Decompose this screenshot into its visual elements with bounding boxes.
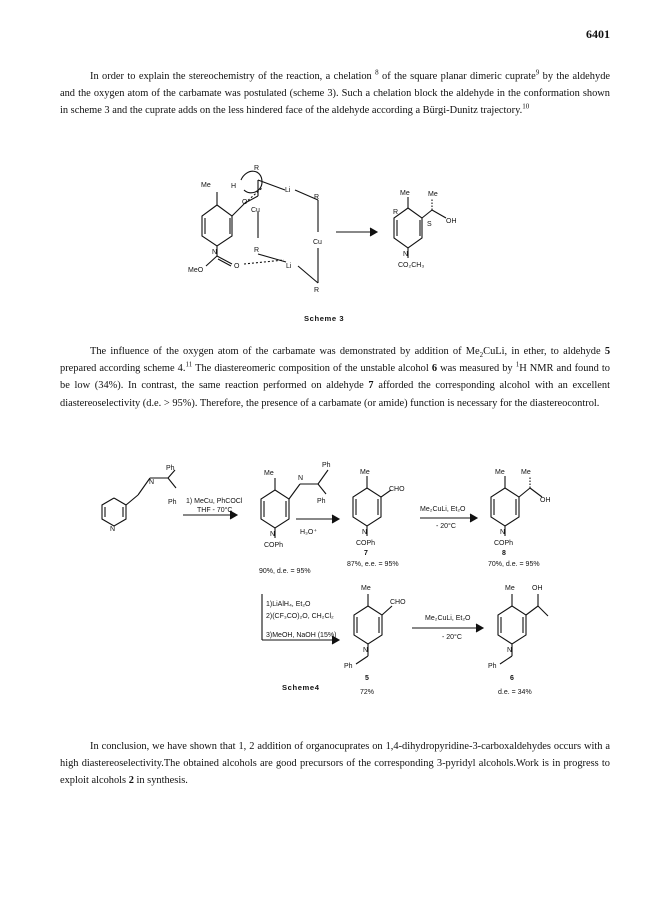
scheme4-step1-conditions: THF - 70°C — [197, 507, 233, 514]
scheme4-c5-me: Me — [361, 585, 371, 592]
scheme4-c7-yield: 87%, e.e. = 95% — [347, 561, 399, 568]
scheme4-temp2: - 20°C — [442, 634, 462, 641]
scheme4-cuprate1: Me₂CuLi, Et₂O — [420, 506, 466, 513]
scheme4-c6-ph: Ph — [488, 663, 497, 670]
scheme3-product-co2ch3: CO₂CH₃ — [398, 262, 425, 269]
scheme4-c8-oh: OH — [540, 497, 551, 504]
scheme4-c7-me: Me — [360, 469, 370, 476]
scheme4-c8-me2: Me — [521, 469, 531, 476]
scheme4-sm-ph1: Ph — [166, 465, 175, 472]
scheme4-c8-yield: 70%, d.e. = 95% — [488, 561, 540, 568]
scheme3-o-bottom: O — [234, 263, 240, 270]
scheme4-c8-n: N — [500, 529, 506, 536]
scheme4-sm-n2: N — [110, 526, 116, 533]
scheme4-sm-n1: N — [149, 479, 155, 486]
scheme4-sm-ph2: Ph — [168, 499, 177, 506]
paragraph-conclusion: In conclusion, we have shown that 1, 2 addition of organocuprates on 1,4-dihydropyridine-3-carboxaldehydes occurs with a high diastereoselectivity.The obtained alcohols are good precursors of the corresponding 3-pyridyl alcohols.Work is in progress to exploit alcohols 2 in synthesis. — [60, 741, 610, 787]
scheme4-c5-yield: 72% — [360, 689, 375, 696]
scheme3-meo-label: MeO — [188, 267, 204, 274]
paragraph-stereochemistry: In order to explain the stereochemistry of the reaction, a chelation $^8$ of the square planar dimeric cuprate$^9$ by the aldehyde and the oxygen atom of the carbamate was postulated (scheme 3). Such a chelation block the aldehyde in the conformation shown in scheme 3 and the cuprate adds on the less hindered face of the aldehyde according a Bürgi-Dunitz trajectory.$^{10}$ — [60, 68, 610, 117]
scheme4-c5-n: N — [363, 647, 369, 654]
scheme-3-caption: Scheme 3 — [304, 314, 345, 323]
scheme4-c6-yield: d.e. = 34% — [498, 689, 532, 696]
scheme3-product-me1: Me — [400, 190, 410, 197]
scheme4-int-yield: 90%, d.e. = 95% — [259, 568, 311, 575]
scheme3-r-bottom: R — [314, 287, 320, 294]
scheme3-product-r: R — [393, 209, 399, 216]
scheme3-h-label: H — [231, 183, 237, 190]
scheme4-c7-coph: COPh — [356, 540, 376, 547]
scheme4-c6-oh: OH — [532, 585, 543, 592]
scheme3-li-top: Li — [285, 187, 291, 194]
scheme4-c7-cho: CHO — [389, 486, 405, 493]
scheme4-int-me: Me — [264, 470, 274, 477]
scheme3-product-s: S — [427, 221, 432, 228]
scheme4-h3o: H₃O⁺ — [300, 529, 318, 536]
scheme3-r-mid: R — [254, 247, 260, 254]
scheme4-step2-a: 1)LiAlH₄, Et₂O — [266, 601, 311, 608]
scheme3-product-n: N — [403, 251, 409, 258]
paragraph-influence: The influence of the oxygen atom of the carbamate was demonstrated by addition of $Me_2CuLi$, in ether, to aldehyde 5 prepared according scheme 4.11 The diastereomeric composition of the unstable alcohol 6 was measured by $^1$H NMR and found to be low (34%). In contrast, the same reaction performed on aldehyde 7 afforded the corresponding alcohol with an excellent diastereoselectivity (d.e. > 95%). Therefore, the presence of a carbamate (or amide) function is necessary for the diastereocontrol. — [60, 346, 611, 409]
scheme4-c8-number: 8 — [502, 550, 506, 557]
scheme4-step2-b: 2)(CF₃CO)₂O, CH₂Cl₂ — [266, 613, 334, 620]
scheme4-step2-c: 3)MeOH, NaOH (15%) — [266, 632, 337, 639]
page-number: 6401 — [586, 27, 610, 41]
scheme4-c6-n: N — [507, 647, 513, 654]
scheme3-cu-right: Cu — [313, 239, 322, 246]
scheme3-product-oh: OH — [446, 218, 457, 225]
scheme4-c6-number: 6 — [510, 675, 514, 682]
scheme4-int-coph: COPh — [264, 542, 284, 549]
scheme3-n-label: N — [212, 249, 218, 256]
scheme4-temp1: - 20°C — [436, 523, 456, 530]
scheme3-cu-left: Cu — [251, 207, 260, 214]
scheme4-c8-me1: Me — [495, 469, 505, 476]
scheme4-c5-cho: CHO — [390, 599, 406, 606]
scheme4-int-n1: N — [298, 475, 304, 482]
scheme4-c5-ph: Ph — [344, 663, 353, 670]
scheme4-c7-n: N — [362, 529, 368, 536]
scheme4-step1-reagent: 1) MeCu, PhCOCl — [186, 498, 243, 505]
scheme4-c6-me: Me — [505, 585, 515, 592]
scheme4-cuprate2: Me₂CuLi, Et₂O — [425, 615, 471, 622]
scheme3-li-bottom: Li — [286, 263, 292, 270]
scheme3-me-label: Me — [201, 182, 211, 189]
scheme3-product-me2: Me — [428, 191, 438, 198]
scheme4-int-n2: N — [270, 531, 276, 538]
scheme4-c5-number: 5 — [365, 675, 369, 682]
scheme4-c7-number: 7 — [364, 550, 368, 557]
scheme4-c8-coph: COPh — [494, 540, 514, 547]
scheme3-r-top: R — [254, 165, 260, 172]
scheme3-o-top: O — [242, 199, 248, 206]
scheme4-int-ph1: Ph — [322, 462, 331, 469]
scheme3-r-right: R — [314, 194, 320, 201]
scheme4-int-ph2: Ph — [317, 498, 326, 505]
scheme-4-caption: Scheme4 — [282, 683, 320, 692]
